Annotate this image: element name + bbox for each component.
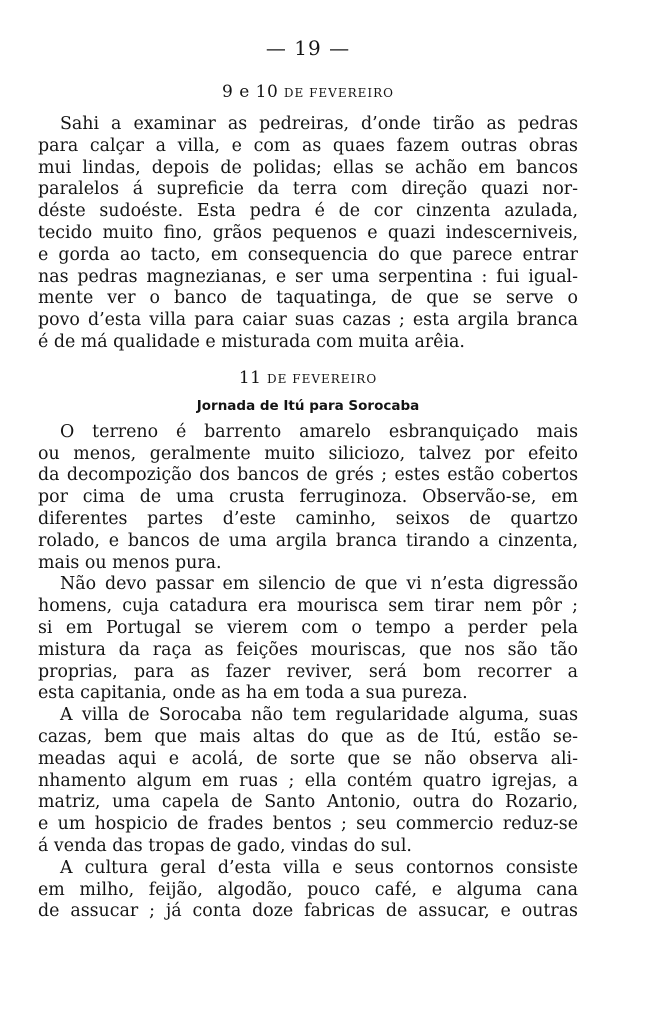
text-line: e gorda ao tacto, em consequencia do que parece entrar xyxy=(38,244,578,265)
text-line: homens, cuja catadura era mourisca sem tirar nem pôr ; xyxy=(38,596,578,617)
heading-month: DE FEVEREIRO xyxy=(267,371,378,386)
text-line: diferentes partes d’este caminho, seixos de quartzo xyxy=(38,508,578,529)
text-line: O terreno é barrento amarelo esbranquiçado mais xyxy=(60,421,578,442)
text-line: ou menos, geralmente muito siliciozo, talvez por efeito xyxy=(38,443,578,464)
text-line: Sahi a examinar as pedreiras, d’onde tirão as pedras xyxy=(60,114,578,134)
text-line: rolado, e bancos de uma argila branca tirando a cinzenta, xyxy=(38,530,578,551)
text-line: cazas, bem que mais altas do que as de Itú, estão se- xyxy=(38,726,578,747)
paragraph xyxy=(38,422,578,575)
text-line: á venda das tropas de gado, vindas do sul. xyxy=(38,835,412,856)
paragraph xyxy=(38,858,578,923)
section-11-fevereiro xyxy=(38,366,578,923)
heading-date: 9 e 10 xyxy=(221,82,279,102)
text-line: povo d’esta villa para caiar suas cazas ; esta argila branca xyxy=(38,310,578,331)
text-line: A cultura geral d’esta villa e seus contornos consiste xyxy=(60,857,578,878)
paragraph xyxy=(38,114,578,354)
text-line: matriz, uma capela de Santo Antonio, outra do Rozario, xyxy=(38,792,578,813)
section-9-10-fevereiro xyxy=(38,80,578,354)
paragraph xyxy=(38,705,578,858)
text-line: para calçar a villa, e com as quaes fazem outras obras xyxy=(38,135,578,156)
text-line: mente ver o banco de taquatinga, de que se serve o xyxy=(38,288,578,309)
heading-date: 11 xyxy=(238,367,262,388)
text-line: por cima de uma crusta ferruginoza. Observão-se, em xyxy=(38,487,578,508)
text-line: da decompozição dos bancos de grés ; estes estão cobertos xyxy=(38,465,578,486)
paragraph xyxy=(38,574,578,705)
text-line: e um hospicio de frades bentos ; seu commercio reduz-se xyxy=(38,814,578,835)
text-line: proprias, para as fazer reviver, será bom recorrer a xyxy=(38,661,578,682)
section-subheading: Jornada de Itú para Sorocaba xyxy=(196,397,420,414)
text-line: A villa de Sorocaba não tem regularidade alguma, suas xyxy=(60,705,578,726)
text-line: mais ou menos pura. xyxy=(38,552,222,573)
section-heading xyxy=(38,80,578,105)
text-line: mistura da raça as feições mouriscas, que nos são tão xyxy=(38,639,578,660)
text-line: em milho, feijão, algodão, pouco café, e alguma cana xyxy=(38,879,578,900)
section-heading xyxy=(38,366,578,391)
text-line: esta capitania, onde as ha em toda a sua pureza. xyxy=(38,683,468,704)
text-line: déste sudoéste. Esta pedra é de cor cinzenta azulada, xyxy=(38,201,578,222)
text-line: tecido muito fino, grãos pequenos e quazi indescerniveis, xyxy=(38,222,578,243)
text-line: de assucar ; já conta doze fabricas de assucar, e outras xyxy=(38,901,578,922)
text-line: si em Portugal se vierem com o tempo a perder pela xyxy=(38,617,578,638)
heading-month: DE FEVEREIRO xyxy=(283,86,395,100)
text-line: mui lindas, depois de polidas; ellas se achão em bancos xyxy=(38,157,578,178)
text-line: Não devo passar em silencio de que vi n’esta digressão xyxy=(60,574,578,595)
text-line: paralelos á supreficie da terra com direção quazi nor- xyxy=(38,179,578,200)
document-page xyxy=(38,34,578,923)
text-line: meadas aqui e acolá, de sorte que se não observa ali- xyxy=(38,748,578,769)
page-number: — 19 — xyxy=(265,36,351,60)
text-line: é de má qualidade e misturada com muita arêia. xyxy=(38,331,465,352)
text-line: nhamento algum em ruas ; ella contém quatro igrejas, a xyxy=(38,770,578,791)
text-line: nas pedras magnezianas, e ser uma serpentina : fui igual- xyxy=(38,266,578,287)
